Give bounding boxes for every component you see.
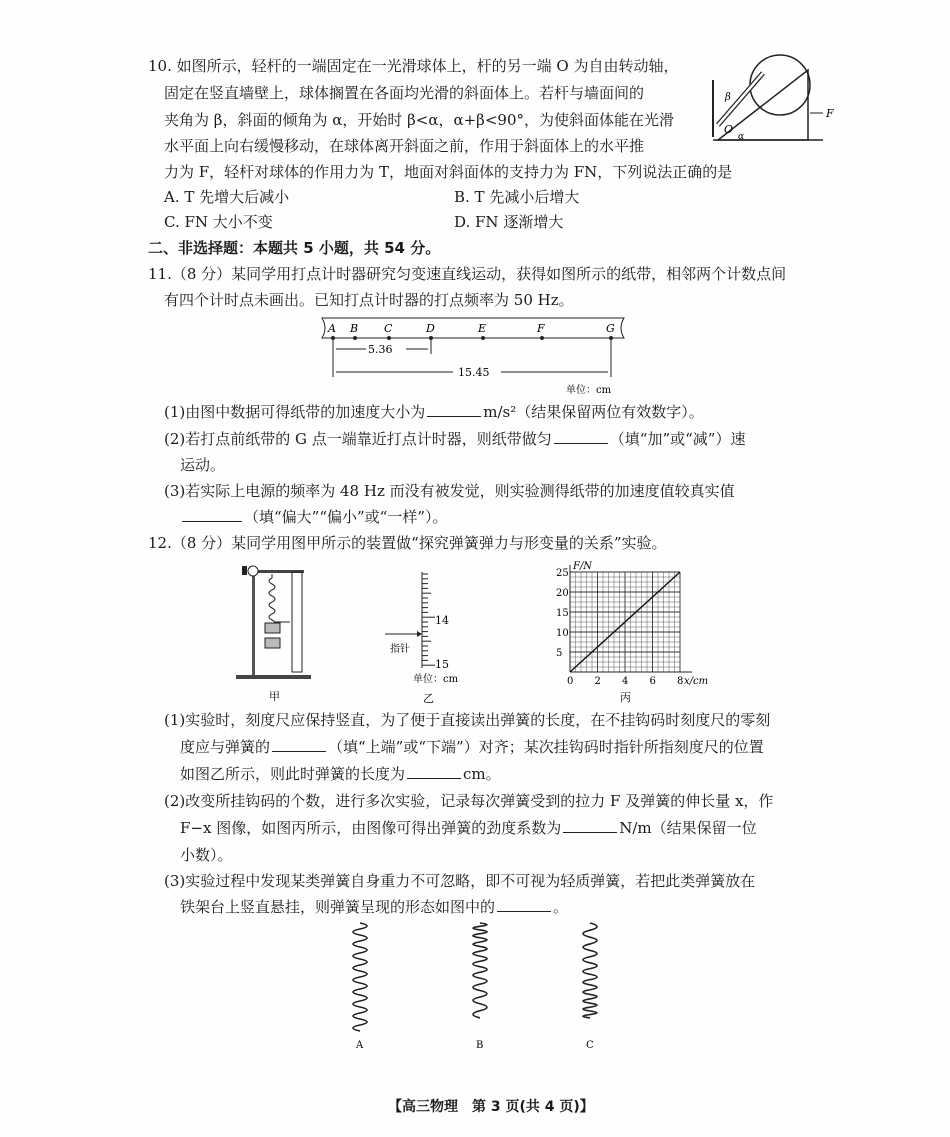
- spring-label: A: [356, 1040, 364, 1051]
- q10-line: 力为 F，轻杆对球体的作用力为 T，地面对斜面体的支持力为 FN，下列说法正确的是: [164, 163, 733, 181]
- spring-label: B: [476, 1040, 484, 1051]
- incline-figure: [708, 55, 843, 150]
- answer-blank[interactable]: [563, 818, 617, 833]
- alpha-label: α: [738, 132, 745, 142]
- tape-point-label: G: [606, 322, 615, 335]
- x-tick-label: 4: [622, 676, 629, 687]
- x-tick-label: 6: [649, 676, 656, 687]
- q12-sub1: (1)实验时，刻度尺应保持竖直，为了便于直接读出弹簧的长度，在不挂钩码时刻度尺的零刻: [164, 711, 771, 729]
- text: （填“偏大”“偏小”或“一样”）。: [244, 508, 448, 526]
- y-axis-label: F/N: [573, 561, 593, 572]
- o-label: O: [724, 123, 734, 136]
- x-tick-label: 2: [594, 676, 601, 687]
- q12-sub2: (2)改变所挂钩码的个数，进行多次实验，记录每次弹簧受到的拉力 F 及弹簧的伸长量 x，作: [164, 792, 774, 810]
- text: (2)若打点前纸带的 G 点一端靠近打点计时器，则纸带做匀: [164, 430, 552, 448]
- q11-sub3: (3)若实际上电源的频率为 48 Hz 而没有被发觉，则实验测得纸带的加速度值较真实值: [164, 482, 735, 500]
- spring-b-icon: [473, 923, 487, 1018]
- beta-label: β: [725, 92, 731, 103]
- q10-line: 固定在竖直墙壁上，球体搁置在各面均光滑的斜面体上。若杆与墙面间的: [164, 84, 645, 102]
- f-x-chart: [555, 560, 725, 705]
- spring-a-icon: [353, 923, 367, 1031]
- q12-title: 12.（8 分）某同学用图甲所示的装置做“探究弹簧弹力与形变量的关系”实验。: [148, 534, 667, 552]
- text: 度应与弹簧的: [180, 738, 271, 756]
- tape-dot: [353, 336, 357, 340]
- tape-point-label: E: [478, 322, 487, 335]
- q10-option-c: C. FN 大小不变: [164, 213, 273, 231]
- answer-blank[interactable]: [497, 897, 551, 912]
- x-axis-label: x/cm: [684, 676, 709, 687]
- answer-blank[interactable]: [182, 507, 242, 522]
- q10-line: 夹角为 β，斜面的倾角为 α，开始时 β<α，α+β<90°，为使斜面体能在光滑: [164, 111, 675, 129]
- answer-blank[interactable]: [427, 402, 481, 417]
- tape-dot: [540, 336, 544, 340]
- springs-figure: [320, 918, 620, 1053]
- q11-sub1: [164, 402, 704, 422]
- ad-distance: 5.36: [368, 343, 393, 356]
- y-tick-label: 15: [556, 608, 569, 619]
- text: cm。: [463, 765, 501, 783]
- q12-sub2-cont: [180, 818, 757, 838]
- y-tick-label: 25: [556, 568, 569, 579]
- ruler-figure-yi: [385, 572, 495, 705]
- text: F−x 图像，如图丙所示，由图像可得出弹簧的劲度系数为: [180, 819, 562, 837]
- tape-dot: [387, 336, 391, 340]
- spring-c-icon: [583, 923, 597, 1018]
- text: N/m（结果保留一位: [619, 819, 757, 837]
- ag-distance: 15.45: [458, 366, 490, 379]
- text: （填“加”或“减”）速: [609, 430, 746, 448]
- q12-sub3-cont: [180, 897, 568, 917]
- answer-blank[interactable]: [554, 429, 608, 444]
- q11-line: 有四个计时点未画出。已知打点计时器的打点频率为 50 Hz。: [164, 291, 574, 309]
- paper-tape-figure: [318, 312, 638, 397]
- q12-sub1-cont2: [180, 764, 501, 784]
- tape-unit: 单位：cm: [566, 385, 612, 396]
- q10-option-d: D. FN 逐渐增大: [454, 213, 564, 231]
- tape-point-label: D: [426, 322, 435, 335]
- ruler-unit: 单位：cm: [413, 674, 459, 685]
- caption-bing: 丙: [620, 691, 631, 704]
- q10-option-a: A. T 先增大后减小: [164, 188, 290, 206]
- y-tick-label: 5: [556, 648, 563, 659]
- y-tick-label: 10: [556, 628, 569, 639]
- x-tick-label: 0: [567, 676, 574, 687]
- ruler-label-14: 14: [435, 614, 449, 627]
- q11-sub2: [164, 429, 745, 449]
- text: m/s²（结果保留两位有效数字）。: [483, 403, 704, 421]
- answer-blank[interactable]: [272, 737, 326, 752]
- q12-sub2-cont2: 小数）。: [180, 846, 233, 864]
- y-tick-label: 20: [556, 588, 569, 599]
- q12-sub1-cont: [180, 737, 764, 757]
- text: (1)由图中数据可得纸带的加速度大小为: [164, 403, 426, 421]
- tape-point-label: A: [328, 322, 336, 335]
- section-heading: 二、非选择题：本题共 5 小题，共 54 分。: [148, 239, 441, 257]
- tape-point-label: B: [350, 322, 359, 335]
- q12-sub3: (3)实验过程中发现某类弹簧自身重力不可忽略，即不可视为轻质弹簧，若把此类弹簧放在: [164, 872, 756, 890]
- text: （填“上端”或“下端”）对齐；某次挂钩码时指针所指刻度尺的位置: [328, 738, 764, 756]
- q10-option-b: B. T 先减小后增大: [454, 188, 580, 206]
- spring-label: C: [586, 1040, 594, 1051]
- q11-sub2-cont: 运动。: [180, 456, 226, 474]
- tape-point-label: F: [537, 322, 545, 335]
- f-label: F: [826, 107, 834, 120]
- q10-line: 10. 如图所示，轻杆的一端固定在一光滑球体上，杆的另一端 O 为自由转动轴，: [148, 57, 679, 75]
- ruler-label-15: 15: [435, 658, 449, 671]
- tape-point-label: C: [384, 322, 393, 335]
- caption-jia: 甲: [269, 690, 280, 703]
- q11-line: 11.（8 分）某同学用打点计时器研究匀变速直线运动，获得如图所示的纸带，相邻两个计数点间: [148, 265, 787, 283]
- text: 。: [553, 898, 569, 916]
- caption-yi: 乙: [423, 692, 434, 705]
- apparatus-figure-jia: [232, 560, 322, 703]
- q10-line: 水平面上向右缓慢移动，在球体离开斜面之前，作用于斜面体上的水平推: [164, 137, 645, 155]
- text: 铁架台上竖直悬挂，则弹簧呈现的形态如图中的: [180, 898, 496, 916]
- tape-dot: [481, 336, 485, 340]
- pointer-label: 指针: [390, 644, 410, 655]
- q11-sub3-cont: [180, 507, 448, 527]
- x-tick-label: 8: [677, 676, 684, 687]
- answer-blank[interactable]: [407, 764, 461, 779]
- text: 如图乙所示，则此时弹簧的长度为: [180, 765, 406, 783]
- page-footer: 【高三物理 第 3 页(共 4 页)】: [388, 1099, 594, 1115]
